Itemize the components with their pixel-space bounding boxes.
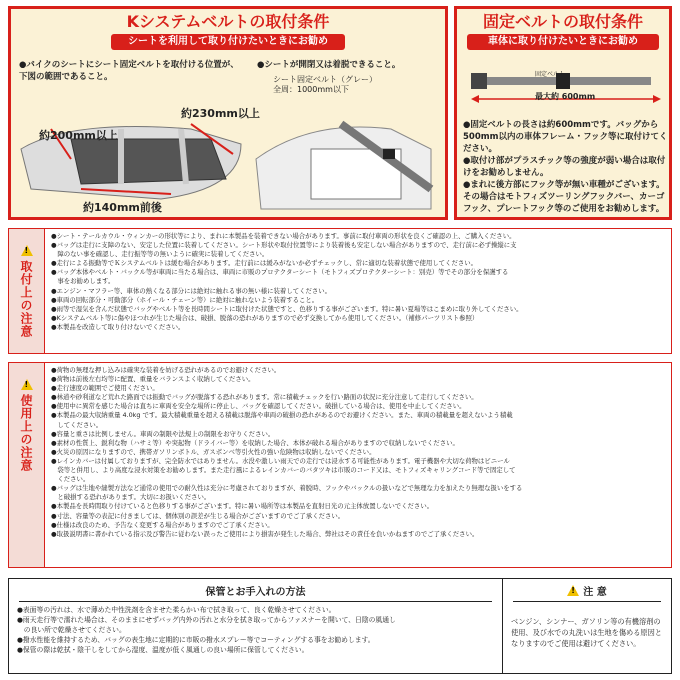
care-title: 保管とお手入れの方法 <box>19 583 492 602</box>
attach-side <box>9 229 45 353</box>
dim-140: 約140mm前後 <box>83 201 162 214</box>
attach-list: ●シート・テールカウル・ウィンカーの形状等により、まれに本製品を装着できない場合があります。事前に取付車両の形状を良くご確認の上、ご購入ください。 ●バッグは走行に支障のない、安定した位置に装着してください。シート形状や取付位置等により装着後も安定しない場合がありますので、走行前に必ず操縦に支 障のない事を確認し、走行振等等の無いように確実に装着してください。 ●走行による振動等でＫシステムベルトは緩む場合があります。走行前には緩みがないか必ずチェックし、常に適切な装着状態で使用してください。 ●バッグ本体やベルト・バックル等が車両に当たる場合は、車両に市販のプロテクターシート（モトフィズプロテクターシート：別売）等でその部分を保護する 事をお勧めします。 ●エンジン・マフラー等、車体の熱くなる部分には絶対に触れる事の無い様に装着してください。 ●車両の回転部分・可動部分（ホイール・チェーン等）に絶対に触れないよう装着すること。 ●雨等で湿気を含んだ状態でバッグやベルト等を長時間シートに取付けた状態ですと、色移りする事がございます。特に暑い夏場等はこまめに取り外してください。 ●Kシステムベルト等に傷やほつれが生じた場合は、破損、脱落の恐れがありますので必ず交換してから使用してください。（補修パーツリスト参照） ●本製品を改造して取り付けないでください。 <box>51 232 523 331</box>
fixed-belt-title: 固定ベルトの取付条件 <box>482 12 643 31</box>
usage-list: ●荷物の無理な押し込みは確実な装着を妨げる恐れがあるのでお避けください。 ●荷物は前後左右均等に配置、重量をバランスよく収納してください。 ●走行速度の範囲でご使用ください。 ●林道や砂利道など荒れた路面では振動でバッグが脱落する恐れがあります。常に積載チェックを行い路面の状況に充分注意して走行してください。 ●使用中に異常を感じた場合は直ちに車両を安全な場所に停止し、バッグを確認してください。破損している場合は、使用を中止してください。 ●本製品の最大収納重量 4.0kg です。最大積載重量を超える積載は脱落や車両の破損の恐れがあるのでお避けください。また、車両の積載量を超えないよう積載 してください。 ●容量と重さは比例しません。車両の制限や法規上の制限をお守りください。 ●素材の性質上、鋭利な物（ハサミ等）や突起物（ドライバー等）を収納した場合、本体が破れる場合がありますので収納しないでください。 ●火災の原因になりますので、携帯ガソリンボトル、ガスボンベ等引火性の強い危険物は収納しないでください。 ●レインカバーは付属しておりますが、完全防水ではありません。水没や激しい雨天での走行では浸水する可能性があります。電子機器や大切な荷物はビニール 袋等と併用し、より高度な浸水対策をお勧めします。また走行風によるレインカバーのバタツキは市販のコード又は、モトフィズキャリングコード等で固定して ください。 ●バッグは生地や縫製方法など通常の使用での耐久性は充分に考慮されておりますが、着脱時、フックやバックルの扱いなどで無理な力を加えたり無理な扱いをする と破損する恐れがあります。大切にお扱いください。 ●本製品を長時間取り付けていると色移りする事がございます。特に暑い場所等は本製品を直射日光の元主体放置しないでください。 ●寸法、容量等の表記に付きましては、個体別の誤差が生じる場合がございますのでご了承ください。 ●仕様は改良のため、予告なく変更する場合がありますのでご了承ください。 ●取扱説明書に書かれている指示及び警告に従わない誤ったご使用により損害が発生した場合、弊社はその責任を負いかねますのでご了承ください。 <box>51 366 523 538</box>
fixed-belt-panel <box>454 6 672 220</box>
attach-cautions <box>8 228 672 354</box>
warning-icon <box>21 379 33 390</box>
usage-side <box>9 363 45 567</box>
fixed-belt-notes: ●固定ベルトの長さは約600mmです。バッグから500mm以内の車体フレーム・フック等に取付けてください。 ●取付け部がプラスチック等の強度が弱い場合は取付けをお勧めしません。 ●まれに後方部にフック等が無い車種がございます。その場合はモトフィズツーリングフックバー、カーゴフック、プレートフック等のご使用をお勧めします。 <box>463 120 668 214</box>
warning-icon <box>21 245 33 256</box>
dim-230: 約230mm以上 <box>181 107 260 120</box>
k-system-panel <box>8 6 448 220</box>
care-section <box>8 578 672 674</box>
caution-header <box>513 583 661 602</box>
k-system-title: Kシステムベルトの取付条件 <box>126 12 330 31</box>
caution-title: 注 意 <box>583 587 607 598</box>
mounting-conditions <box>8 6 672 220</box>
fixed-belt-subtitle: 車体に取り付けたいときにお勧め <box>467 34 659 50</box>
max-length: 最大約 600mm <box>535 92 596 101</box>
caution-box <box>503 579 671 673</box>
warning-icon <box>567 585 579 596</box>
k-system-subtitle: シートを利用して取り付けたいときにお勧め <box>111 34 345 50</box>
k-note-1: ●バイクのシートにシート固定ベルトを取付ける位置が、下図の範囲であること。 <box>19 60 239 82</box>
care-list: ●表面等の汚れは、水で薄めた中性洗剤を含ませた柔らかい布で拭き取って、良く乾燥させてください。 ●雨天走行等で濡れた場合は、そのままにせずバッグ内外の汚れと水分を拭き取ってからファスナーを開いて、日陰の風通し の良い所で乾燥させてください。 ●撥水性能を維持するため、バッグの表生地に定期的に市販の撥水スプレー等でコーティングする事をお勧めします。 ●保管の際は乾拭・陰干しをしてから湿度、温度が低く風通しの良い場所に保管してください。 <box>17 606 396 654</box>
care-box <box>9 579 503 673</box>
usage-cautions <box>8 362 672 568</box>
usage-side-label: 使用上の注意 <box>19 394 33 472</box>
attach-side-label: 取付上の注意 <box>19 260 33 338</box>
dim-200: 約200mm以上 <box>39 129 118 142</box>
caution-text: ベンジン、シンナー、ガソリン等の有機溶剤の使用、及び水での丸洗いは生地を傷める原因となりますのでご使用は避けてください。 <box>511 617 662 648</box>
belt-name: 固定ベルト <box>535 71 566 78</box>
k-note-2: ●シートが開閉又は着脱できること。 <box>257 60 401 70</box>
belt-label: シート固定ベルト（グレー） 全周：1000mm以下 <box>273 75 377 94</box>
